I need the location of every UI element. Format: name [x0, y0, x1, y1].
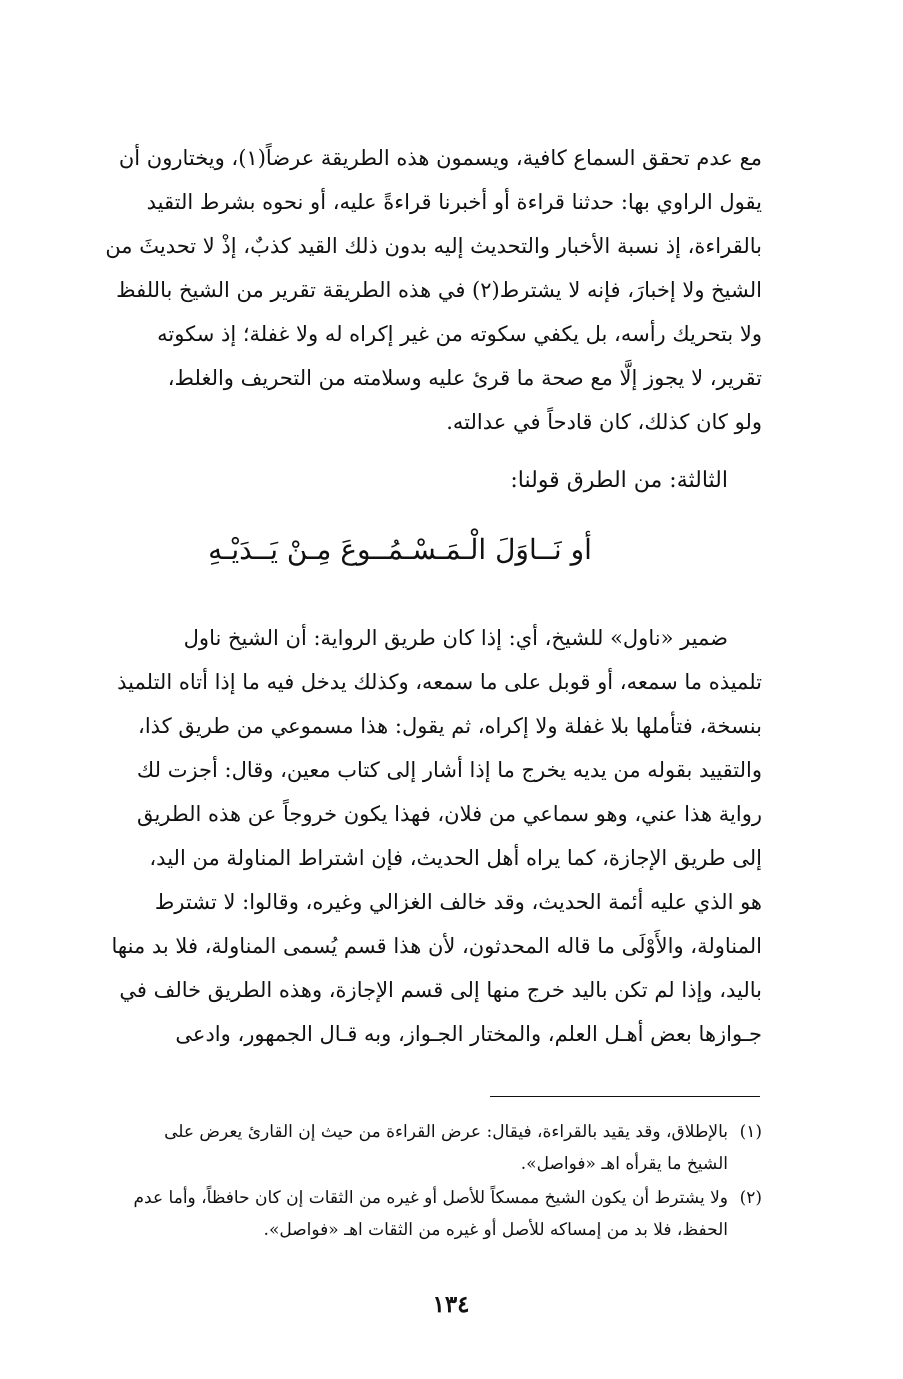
- footnote-text: ولا يشترط أن يكون الشيخ ممسكاً للأصل أو غيره من الثقات إن كان حافظاً، وأما عدم: [133, 1188, 728, 1208]
- text-line: والتقييد بقوله من يديه يخرج ما إذا أشار إلى كتاب معين، وقال: أجزت لك: [136, 758, 762, 782]
- page-number: ١٣٤: [432, 1291, 470, 1318]
- footnote-number: (١): [739, 1122, 762, 1142]
- text-line: الشيخ ولا إخبارَ، فإنه لا يشترط(٢) في هذه الطريقة تقرير من الشيخ باللفظ: [116, 278, 762, 302]
- paragraph-1: [92, 136, 762, 444]
- verse-line: أو نَــاوَلَ الْـمَـسْـمُــوعَ مِـنْ يَــدَيْـهِ: [208, 533, 592, 566]
- footnote-line: الشيخ ما يقرأه اهـ «فواصل».: [520, 1154, 728, 1174]
- footnote-line: [92, 1116, 762, 1148]
- text-line: هو الذي عليه أئمة الحديث، وقد خالف الغزالي وغيره، وقالوا: لا تشترط: [154, 890, 762, 914]
- text-line: ضمير «ناول» للشيخ، أي: إذا كان طريق الرواية: أن الشيخ ناول: [183, 626, 728, 650]
- text-line: يقول الراوي بها: حدثنا قراءة أو أخبرنا قراءةً عليه، أو نحوه بشرط التقيد: [146, 190, 762, 214]
- text-line: إلى طريق الإجازة، كما يراه أهل الحديث، فإن اشتراط المناولة من اليد،: [149, 846, 762, 870]
- paragraph-3: [92, 616, 762, 1056]
- footnote-2: [92, 1182, 762, 1246]
- text-line: ولا بتحريك رأسه، بل يكفي سكوته من غير إكراه له ولا غفلة؛ إذ سكوته: [157, 322, 762, 346]
- paragraph-2: [92, 459, 762, 503]
- footnote-line: الحفظ، فلا بد من إمساكه للأصل أو غيره من الثقات اهـ «فواصل».: [263, 1220, 728, 1240]
- text-line: جـوازها بعض أهـل العلم، والمختار الجـواز، وبه قـال الجمهور، وادعى: [175, 1022, 762, 1046]
- footnote-1: [92, 1116, 762, 1180]
- footnote-divider: [490, 1096, 760, 1097]
- text-line: بنسخة، فتأملها بلا غفلة ولا إكراه، ثم يقول: هذا مسموعي من طريق كذا،: [138, 714, 762, 738]
- footnote-number: (٢): [739, 1188, 762, 1208]
- text-line: ولو كان كذلك، كان قادحاً في عدالته.: [446, 410, 762, 434]
- text-line: تقرير، لا يجوز إلَّا مع صحة ما قرئ عليه وسلامته من التحريف والغلط،: [167, 366, 762, 390]
- footnote-text: بالإطلاق، وقد يقيد بالقراءة، فيقال: عرض القراءة من حيث إن القارئ يعرض على: [164, 1122, 728, 1142]
- text-line: الثالثة: من الطرق قولنا:: [510, 468, 728, 493]
- text-line: مع عدم تحقق السماع كافية، ويسمون هذه الطريقة عرضاً(١)، ويختارون أن: [118, 146, 762, 170]
- text-line: المناولة، والأَوْلَى ما قاله المحدثون، لأن هذا قسم يُسمى المناولة، فلا بد منها: [111, 934, 762, 958]
- text-line: باليد، وإذا لم تكن باليد خرج منها إلى قسم الإجازة، وهذه الطريق خالف في: [119, 978, 762, 1002]
- text-line: رواية هذا عني، وهو سماعي من فلان، فهذا يكون خروجاً عن هذه الطريق: [136, 802, 762, 826]
- text-line: بالقراءة، إذ نسبة الأخبار والتحديث إليه بدون ذلك القيد كذبٌ، إذْ لا تحديثَ من: [105, 234, 762, 258]
- footnote-line: [92, 1182, 762, 1214]
- text-line: تلميذه ما سمعه، أو قوبل على ما سمعه، وكذلك يدخل فيه ما إذا أتاه التلميذ: [117, 670, 762, 694]
